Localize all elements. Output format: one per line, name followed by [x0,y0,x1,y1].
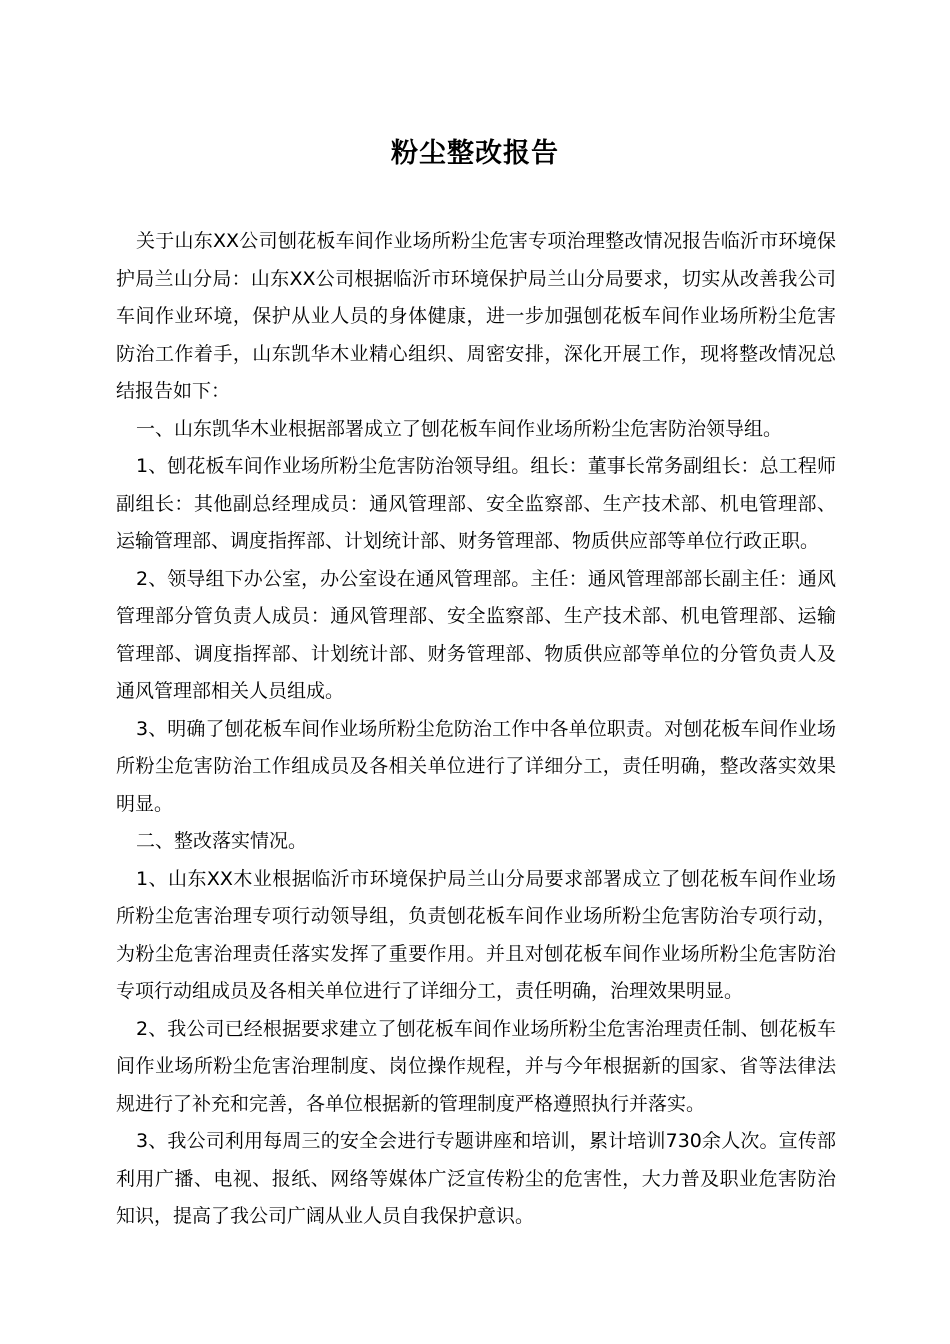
document-body [116,223,836,1236]
intro-paragraph: 关于山东XX公司刨花板车间作业场所粉尘危害专项治理整改情况报告临沂市环境保护局兰山分局：山东XX公司根据临沂市环境保护局兰山分局要求，切实从改善我公司车间作业环境，保护从业人员的身体健康，进一步加强刨花板车间作业场所粉尘危害防治工作着手，山东凯华木业精心组织、周密安排，深化开展工作，现将整改情况总结报告如下： [116,230,836,402]
section-2-item-1: 1、山东XX木业根据临沂市环境保护局兰山分局要求部署成立了刨花板车间作业场所粉尘危害治理专项行动领导组，负责刨花板车间作业场所粉尘危害防治专项行动，为粉尘危害治理责任落实发挥了重要作用。并且对刨花板车间作业场所粉尘危害防治专项行动组成员及各相关单位进行了详细分工，责任明确，治理效果明显。 [116,867,836,1002]
section-1-item-3: 3、明确了刨花板车间作业场所粉尘危防治工作中各单位职责。对刨花板车间作业场所粉尘危害防治工作组成员及各相关单位进行了详细分工，责任明确，整改落实效果明显。 [116,717,836,815]
section-2-item-3: 3、我公司利用每周三的安全会进行专题讲座和培训，累计培训730余人次。宣传部利用广播、电视、报纸、网络等媒体广泛宣传粉尘的危害性，大力普及职业危害防治知识，提高了我公司广阔从业人员自我保护意识。 [116,1130,836,1227]
section-1-item-1: 1、刨花板车间作业场所粉尘危害防治领导组。组长：董事长常务副组长：总工程师副组长：其他副总经理成员：通风管理部、安全监察部、生产技术部、机电管理部、运输管理部、调度指挥部、计划统计部、财务管理部、物质供应部等单位行政正职。 [116,455,836,552]
section-2-item-2: 2、我公司已经根据要求建立了刨花板车间作业场所粉尘危害治理责任制、刨花板车间作业场所粉尘危害治理制度、岗位操作规程，并与今年根据新的国家、省等法律法规进行了补充和完善，各单位根据新的管理制度严格遵照执行并落实。 [116,1017,836,1115]
document-title: 粉尘整改报告 [391,138,559,169]
section-1-item-2: 2、领导组下办公室，办公室设在通风管理部。主任：通风管理部部长副主任：通风管理部分管负责人成员：通风管理部、安全监察部、生产技术部、机电管理部、运输管理部、调度指挥部、计划统计部、财务管理部、物质供应部等单位的分管负责人及通风管理部相关人员组成。 [116,567,836,702]
section-2-heading: 二、整改落实情况。 [136,830,308,852]
section-1-heading: 一、山东凯华木业根据部署成立了刨花板车间作业场所粉尘危害防治领导组。 [136,417,783,440]
